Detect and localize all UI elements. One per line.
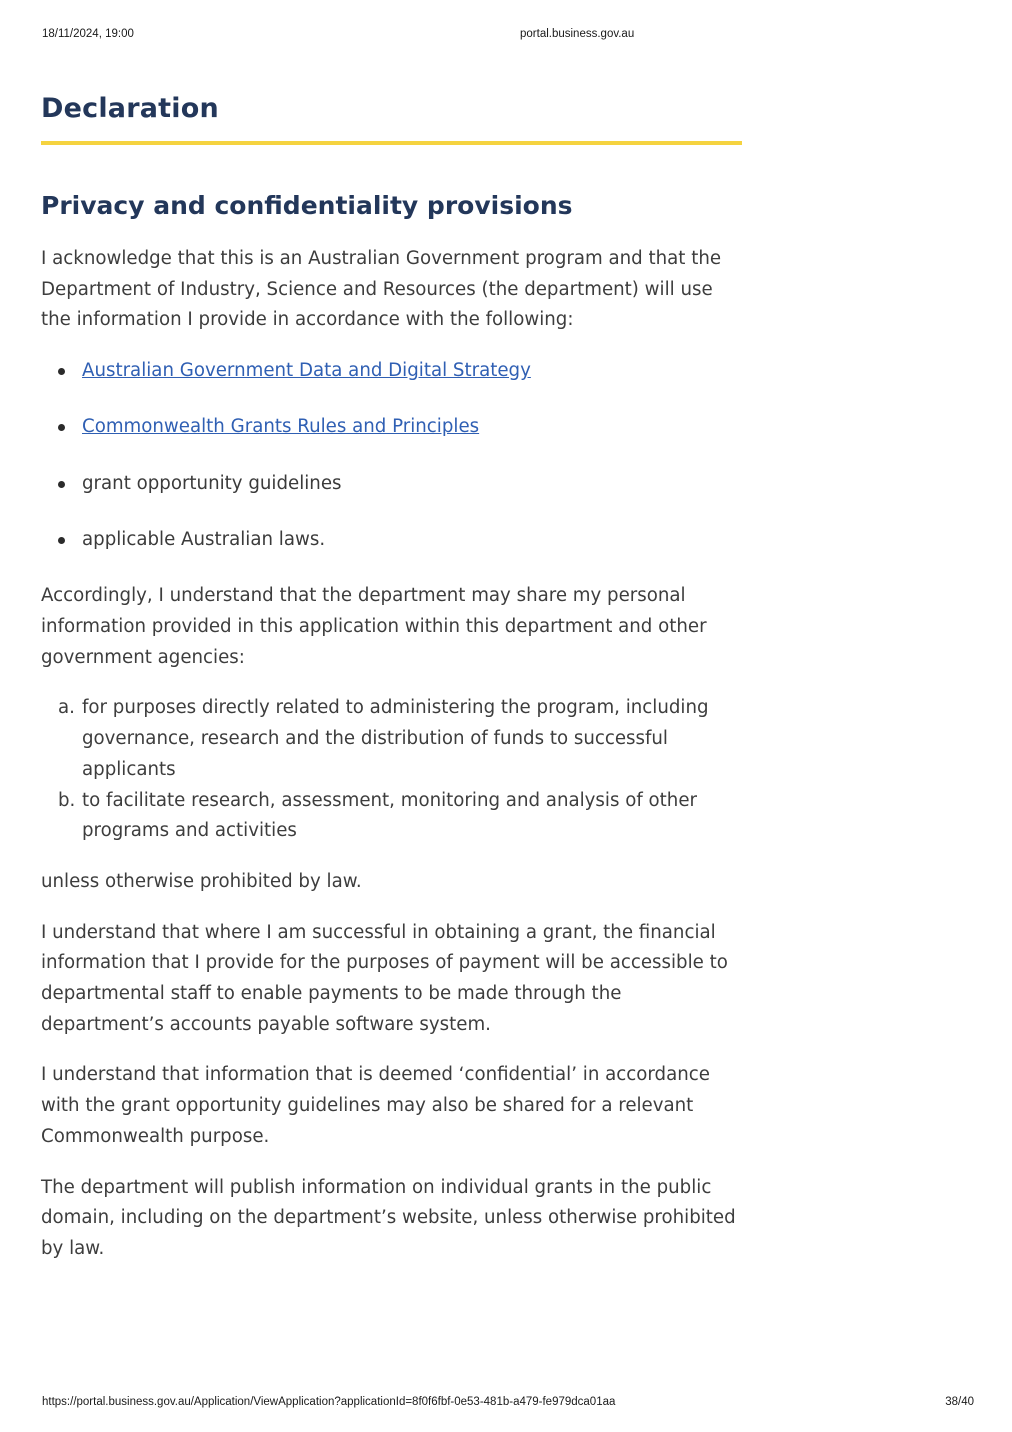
accordingly-paragraph: Accordingly, I understand that the department may share my personal information provided in this application within this department and other government agencies: — [41, 585, 707, 668]
list-item-text: to facilitate research, assessment, monitoring and analysis of other programs and activities — [82, 789, 697, 842]
list-item-text: grant opportunity guidelines — [82, 472, 342, 494]
policy-list — [41, 356, 743, 555]
bullet-icon — [58, 368, 65, 375]
confidential-paragraph: I understand that information that is deemed ‘confidential’ in accordance with the grant opportunity guidelines may also be shared for a relevant Commonwealth purpose. — [41, 1064, 710, 1147]
list-marker: b. — [58, 789, 76, 811]
print-datetime: 18/11/2024, 19:00 — [42, 28, 134, 40]
list-item — [41, 469, 743, 499]
publish-paragraph: The department will publish information on individual grants in the public domain, including on the department’s website, unless otherwise prohibited by law. — [41, 1176, 736, 1259]
list-marker: a. — [58, 697, 75, 719]
page-number: 38/40 — [945, 1396, 974, 1408]
bullet-icon — [58, 424, 65, 431]
grants-rules-link[interactable]: Commonwealth Grants Rules and Principles — [82, 416, 480, 438]
print-footer — [42, 1396, 974, 1410]
list-item-text: applicable Australian laws. — [82, 529, 326, 550]
list-item — [41, 693, 743, 785]
bullet-icon — [58, 481, 65, 488]
purposes-list — [41, 693, 743, 847]
list-item — [41, 786, 743, 847]
print-site: portal.business.gov.au — [520, 28, 635, 40]
page-title: Declaration — [41, 93, 219, 124]
list-item — [41, 356, 743, 386]
financial-paragraph: I understand that where I am successful in obtaining a grant, the financial information that I provide for the purposes of payment will be accessible to departmental staff to enable payments to be made through the department’s accounts payable software system. — [41, 921, 728, 1035]
print-url: https://portal.business.gov.au/Application/ViewApplication?applicationId=8f0f6fbf-0e53-481b-a479-fe979dca01aa — [42, 1396, 616, 1408]
unless-paragraph: unless otherwise prohibited by law. — [41, 870, 362, 892]
list-item-text: for purposes directly related to administering the program, including governance, research and the distribution of funds to successful applicants — [82, 697, 709, 780]
list-item — [41, 525, 743, 555]
title-underline — [41, 141, 742, 145]
list-item — [41, 412, 743, 442]
bullet-icon — [58, 537, 65, 544]
declaration-content — [41, 90, 743, 1265]
data-digital-strategy-link[interactable]: Australian Government Data and Digital Strategy — [82, 360, 531, 382]
print-header — [42, 28, 974, 42]
intro-paragraph: I acknowledge that this is an Australian Government program and that the Department of Industry, Science and Resources (the department) will use the information I provide in accordance with the following: — [41, 248, 722, 331]
section-heading: Privacy and confidentiality provisions — [41, 191, 573, 220]
